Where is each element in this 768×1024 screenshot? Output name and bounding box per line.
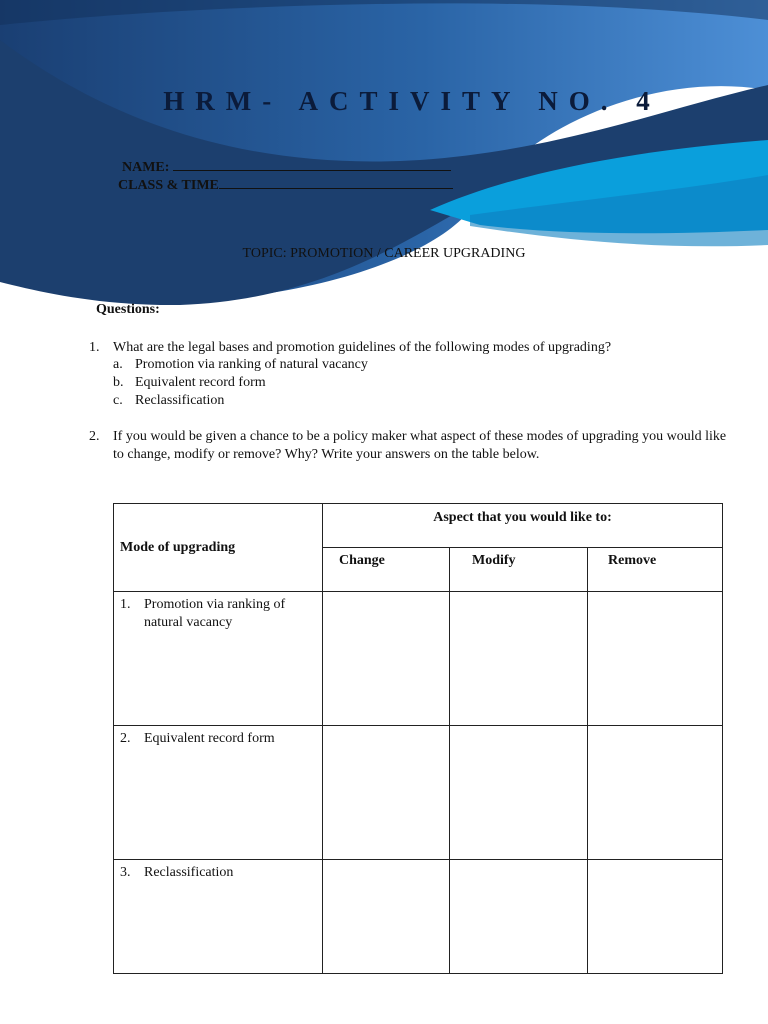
class-time-blank-line[interactable] [219,175,453,189]
class-time-label: CLASS & TIME [118,178,219,193]
answer-cell-modify[interactable] [450,592,588,726]
topic-heading: TOPIC: PROMOTION / CAREER UPGRADING [242,246,526,261]
question-number: 1. [89,340,100,355]
answer-cell-modify[interactable] [450,860,588,974]
table-header-row [114,504,723,548]
name-field [122,157,451,176]
activity-title: HRM- ACTIVITY NO. 4 [163,86,661,116]
answer-table [113,503,723,974]
table-row [114,860,723,974]
question-text: If you would be given a chance to be a policy maker what aspect of these modes of upgrading you would like to change, modify or remove? Why? Write your answers on the table below. [113,429,727,462]
item-letter: a. [113,357,123,372]
mode-cell [114,860,323,974]
class-time-field [118,175,453,194]
mode-cell [114,726,323,860]
column-remove [588,548,723,592]
item-text: Promotion via ranking of natural vacancy [135,357,368,372]
column-modify [450,548,588,592]
column-change [323,548,450,592]
row-label: Promotion via ranking of natural vacancy [144,597,286,630]
mode-cell [114,592,323,726]
answer-cell-remove[interactable] [588,726,723,860]
item-letter: b. [113,375,124,390]
name-blank-line[interactable] [173,157,451,171]
row-label: Equivalent record form [144,731,275,746]
answer-cell-change[interactable] [323,592,450,726]
aspect-header-text: Aspect that you would like to: [433,510,612,525]
row-number: 1. [120,597,131,612]
row-number: 2. [120,731,131,746]
answer-cell-remove[interactable] [588,860,723,974]
column-label: Change [339,553,385,568]
row-number: 3. [120,865,131,880]
questions-heading: Questions: [96,302,160,317]
question-number: 2. [89,429,100,444]
question-text: What are the legal bases and promotion guidelines of the following modes of upgrading? [113,340,612,355]
header-banner [0,0,768,310]
column-label: Remove [608,553,657,568]
answer-cell-remove[interactable] [588,592,723,726]
column-label: Modify [472,553,516,568]
answer-cell-change[interactable] [323,860,450,974]
mode-header: Mode of upgrading [114,504,323,592]
item-text: Reclassification [135,393,225,408]
answer-cell-change[interactable] [323,726,450,860]
table-row [114,726,723,860]
aspect-header [323,504,723,548]
table-row [114,592,723,726]
item-letter: c. [113,393,123,408]
name-label: NAME: [122,160,170,175]
row-label: Reclassification [144,865,234,880]
answer-cell-modify[interactable] [450,726,588,860]
item-text: Equivalent record form [135,375,266,390]
